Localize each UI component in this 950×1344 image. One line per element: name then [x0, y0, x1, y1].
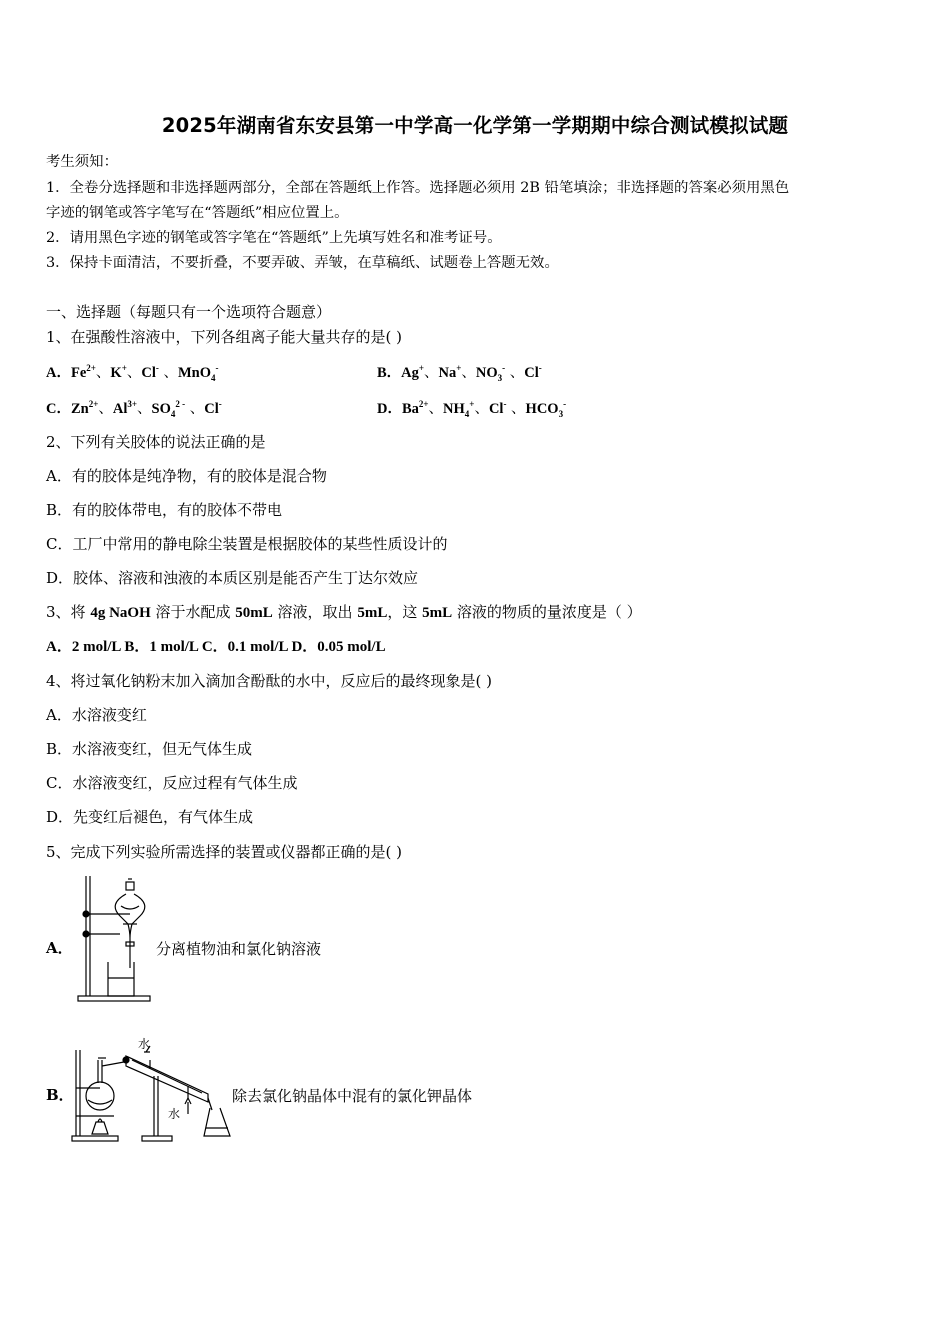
ion-separator: 、 — [185, 401, 205, 417]
ion-separator: 、 — [158, 365, 178, 381]
ion-symbol: Cl — [141, 365, 156, 381]
ion-separator: 、 — [126, 365, 142, 381]
ion-separator: 、 — [506, 401, 526, 417]
ion-symbol: MnO — [177, 365, 211, 381]
q3-options: A．2 mol/L B．1 mol/L C．0.1 mol/L D．0.05 mol/L — [46, 639, 386, 655]
ion-symbol: Al — [112, 401, 128, 417]
notice-heading: 考生须知： — [46, 154, 118, 170]
ion-charge: + — [469, 399, 475, 409]
option-label: C． — [46, 401, 71, 417]
ion-charge: - — [155, 363, 159, 373]
ion-symbol: Cl — [524, 365, 539, 381]
q2-option-a: A．有的胶体是纯净物，有的胶体是混合物 — [46, 467, 327, 485]
q5-option-b-label: B． — [46, 1086, 74, 1104]
ion-charge: - — [538, 363, 542, 373]
ion-charge: + — [456, 363, 462, 373]
ion-symbol: Cl — [488, 401, 504, 417]
q3-stem — [46, 602, 642, 623]
ion-subscript: 3 — [558, 409, 564, 419]
water-out-label: 水 — [138, 1037, 151, 1051]
ion-symbol: Fe — [70, 365, 87, 381]
ion-charge: 2+ — [88, 399, 99, 409]
option-label: D． — [377, 401, 402, 417]
q3-stem-volume: 5mL — [357, 605, 388, 621]
ion-charge: - — [503, 399, 507, 409]
ion-symbol: SO — [151, 401, 171, 417]
q3-stem-part: 溶液的物质的量浓度是（ ） — [452, 603, 642, 621]
water-in-label: 水 — [168, 1107, 181, 1121]
option-label: B． — [377, 365, 402, 381]
distillation-apparatus — [70, 1036, 236, 1144]
ion-charge: 2 - — [175, 399, 186, 409]
q4-option-b: B．水溶液变红，但无气体生成 — [46, 740, 253, 758]
q4-option-d: D．先变红后褪色，有气体生成 — [46, 808, 254, 826]
notice-item-1a: 1．全卷分选择题和非选择题两部分，全部在答题纸上作答。选择题必须用 2B 铅笔填涂；非选择题的答案必须用黑色 — [46, 180, 790, 196]
ion-symbol: Cl — [204, 401, 219, 417]
ion-separator: 、 — [137, 401, 152, 417]
ion-charge: 2+ — [86, 363, 96, 373]
notice-item-3: 3．保持卡面清洁，不要折叠，不要弄破、弄皱，在草稿纸、试题卷上答题无效。 — [46, 255, 559, 271]
ion-separator: 、 — [98, 401, 113, 417]
ion-subscript: 4 — [210, 373, 216, 383]
q3-stem-part: 溶液，取出 — [272, 603, 358, 621]
page-title: 2025年湖南省东安县第一中学高一化学第一学期期中综合测试模拟试题 — [161, 114, 789, 137]
q2-stem: 2、下列有关胶体的说法正确的是 — [46, 433, 266, 451]
notice-item-1b: 字迹的钢笔或答字笔写在“答题纸”相应位置上。 — [46, 205, 349, 221]
ion-charge: - — [502, 363, 506, 373]
option-label: A． — [46, 365, 71, 381]
q3-stem-volume: 5mL — [422, 605, 453, 621]
q1-stem: 1、在强酸性溶液中，下列各组离子能大量共存的是( ) — [46, 328, 403, 346]
ion-separator: 、 — [428, 401, 444, 417]
ion-subscript: 4 — [170, 409, 176, 419]
ion-symbol: Ba — [401, 401, 419, 417]
separatory-funnel-apparatus — [72, 872, 156, 1004]
ion-subscript: 3 — [497, 373, 503, 383]
ion-symbol: Na — [438, 365, 457, 381]
q5-option-a-label: A． — [46, 939, 73, 957]
ion-charge: + — [418, 363, 425, 373]
ion-separator: 、 — [424, 365, 439, 381]
ion-symbol: NH — [443, 401, 465, 417]
ion-charge: - — [563, 399, 567, 409]
ion-symbol: HCO — [525, 401, 559, 417]
notice-item-2: 2．请用黑色字迹的钢笔或答字笔在“答题纸”上先填写姓名和准考证号。 — [46, 230, 502, 246]
q5-option-a-text: 分离植物油和氯化钠溶液 — [156, 940, 322, 958]
ion-separator: 、 — [505, 365, 525, 381]
ion-symbol: NO — [475, 365, 498, 381]
q3-stem-volume: 50mL — [235, 605, 273, 621]
q3-stem-part: 3、将 — [46, 603, 91, 621]
q2-option-d: D．胶体、溶液和浊液的本质区别是能否产生丁达尔效应 — [46, 569, 419, 587]
q4-stem: 4、将过氧化钠粉末加入滴加含酚酞的水中，反应后的最终现象是( ) — [46, 672, 493, 690]
q2-option-c: C．工厂中常用的静电除尘装置是根据胶体的某些性质设计的 — [46, 535, 448, 553]
ion-symbol: Zn — [70, 401, 89, 417]
q3-stem-part: ，这 — [387, 603, 423, 621]
ion-charge: 2+ — [418, 399, 429, 409]
ion-charge: + — [121, 363, 127, 373]
ion-charge: 3+ — [127, 399, 138, 409]
q1-option-d — [377, 397, 566, 418]
q5-option-b-text: 除去氯化钠晶体中混有的氯化钾晶体 — [232, 1087, 473, 1105]
ion-separator: 、 — [95, 365, 111, 381]
ion-symbol: K — [110, 365, 122, 381]
section-heading: 一、选择题（每题只有一个选项符合题意） — [46, 303, 332, 321]
q4-option-c: C．水溶液变红，反应过程有气体生成 — [46, 774, 298, 792]
ion-symbol: Ag — [401, 365, 419, 381]
ion-charge: - — [215, 363, 219, 373]
ion-separator: 、 — [461, 365, 476, 381]
q1-option-c — [46, 397, 222, 418]
q1-option-a — [46, 361, 218, 382]
ion-charge: - — [218, 399, 222, 409]
q3-stem-mass: 4g NaOH — [90, 605, 151, 621]
q2-option-b: B．有的胶体带电，有的胶体不带电 — [46, 501, 283, 519]
q1-option-b — [377, 361, 542, 382]
q3-stem-part: 溶于水配成 — [150, 603, 236, 621]
q5-stem: 5、完成下列实验所需选择的装置或仪器都正确的是( ) — [46, 843, 403, 861]
ion-separator: 、 — [474, 401, 489, 417]
ion-subscript: 4 — [464, 409, 470, 419]
q4-option-a: A．水溶液变红 — [46, 706, 147, 724]
